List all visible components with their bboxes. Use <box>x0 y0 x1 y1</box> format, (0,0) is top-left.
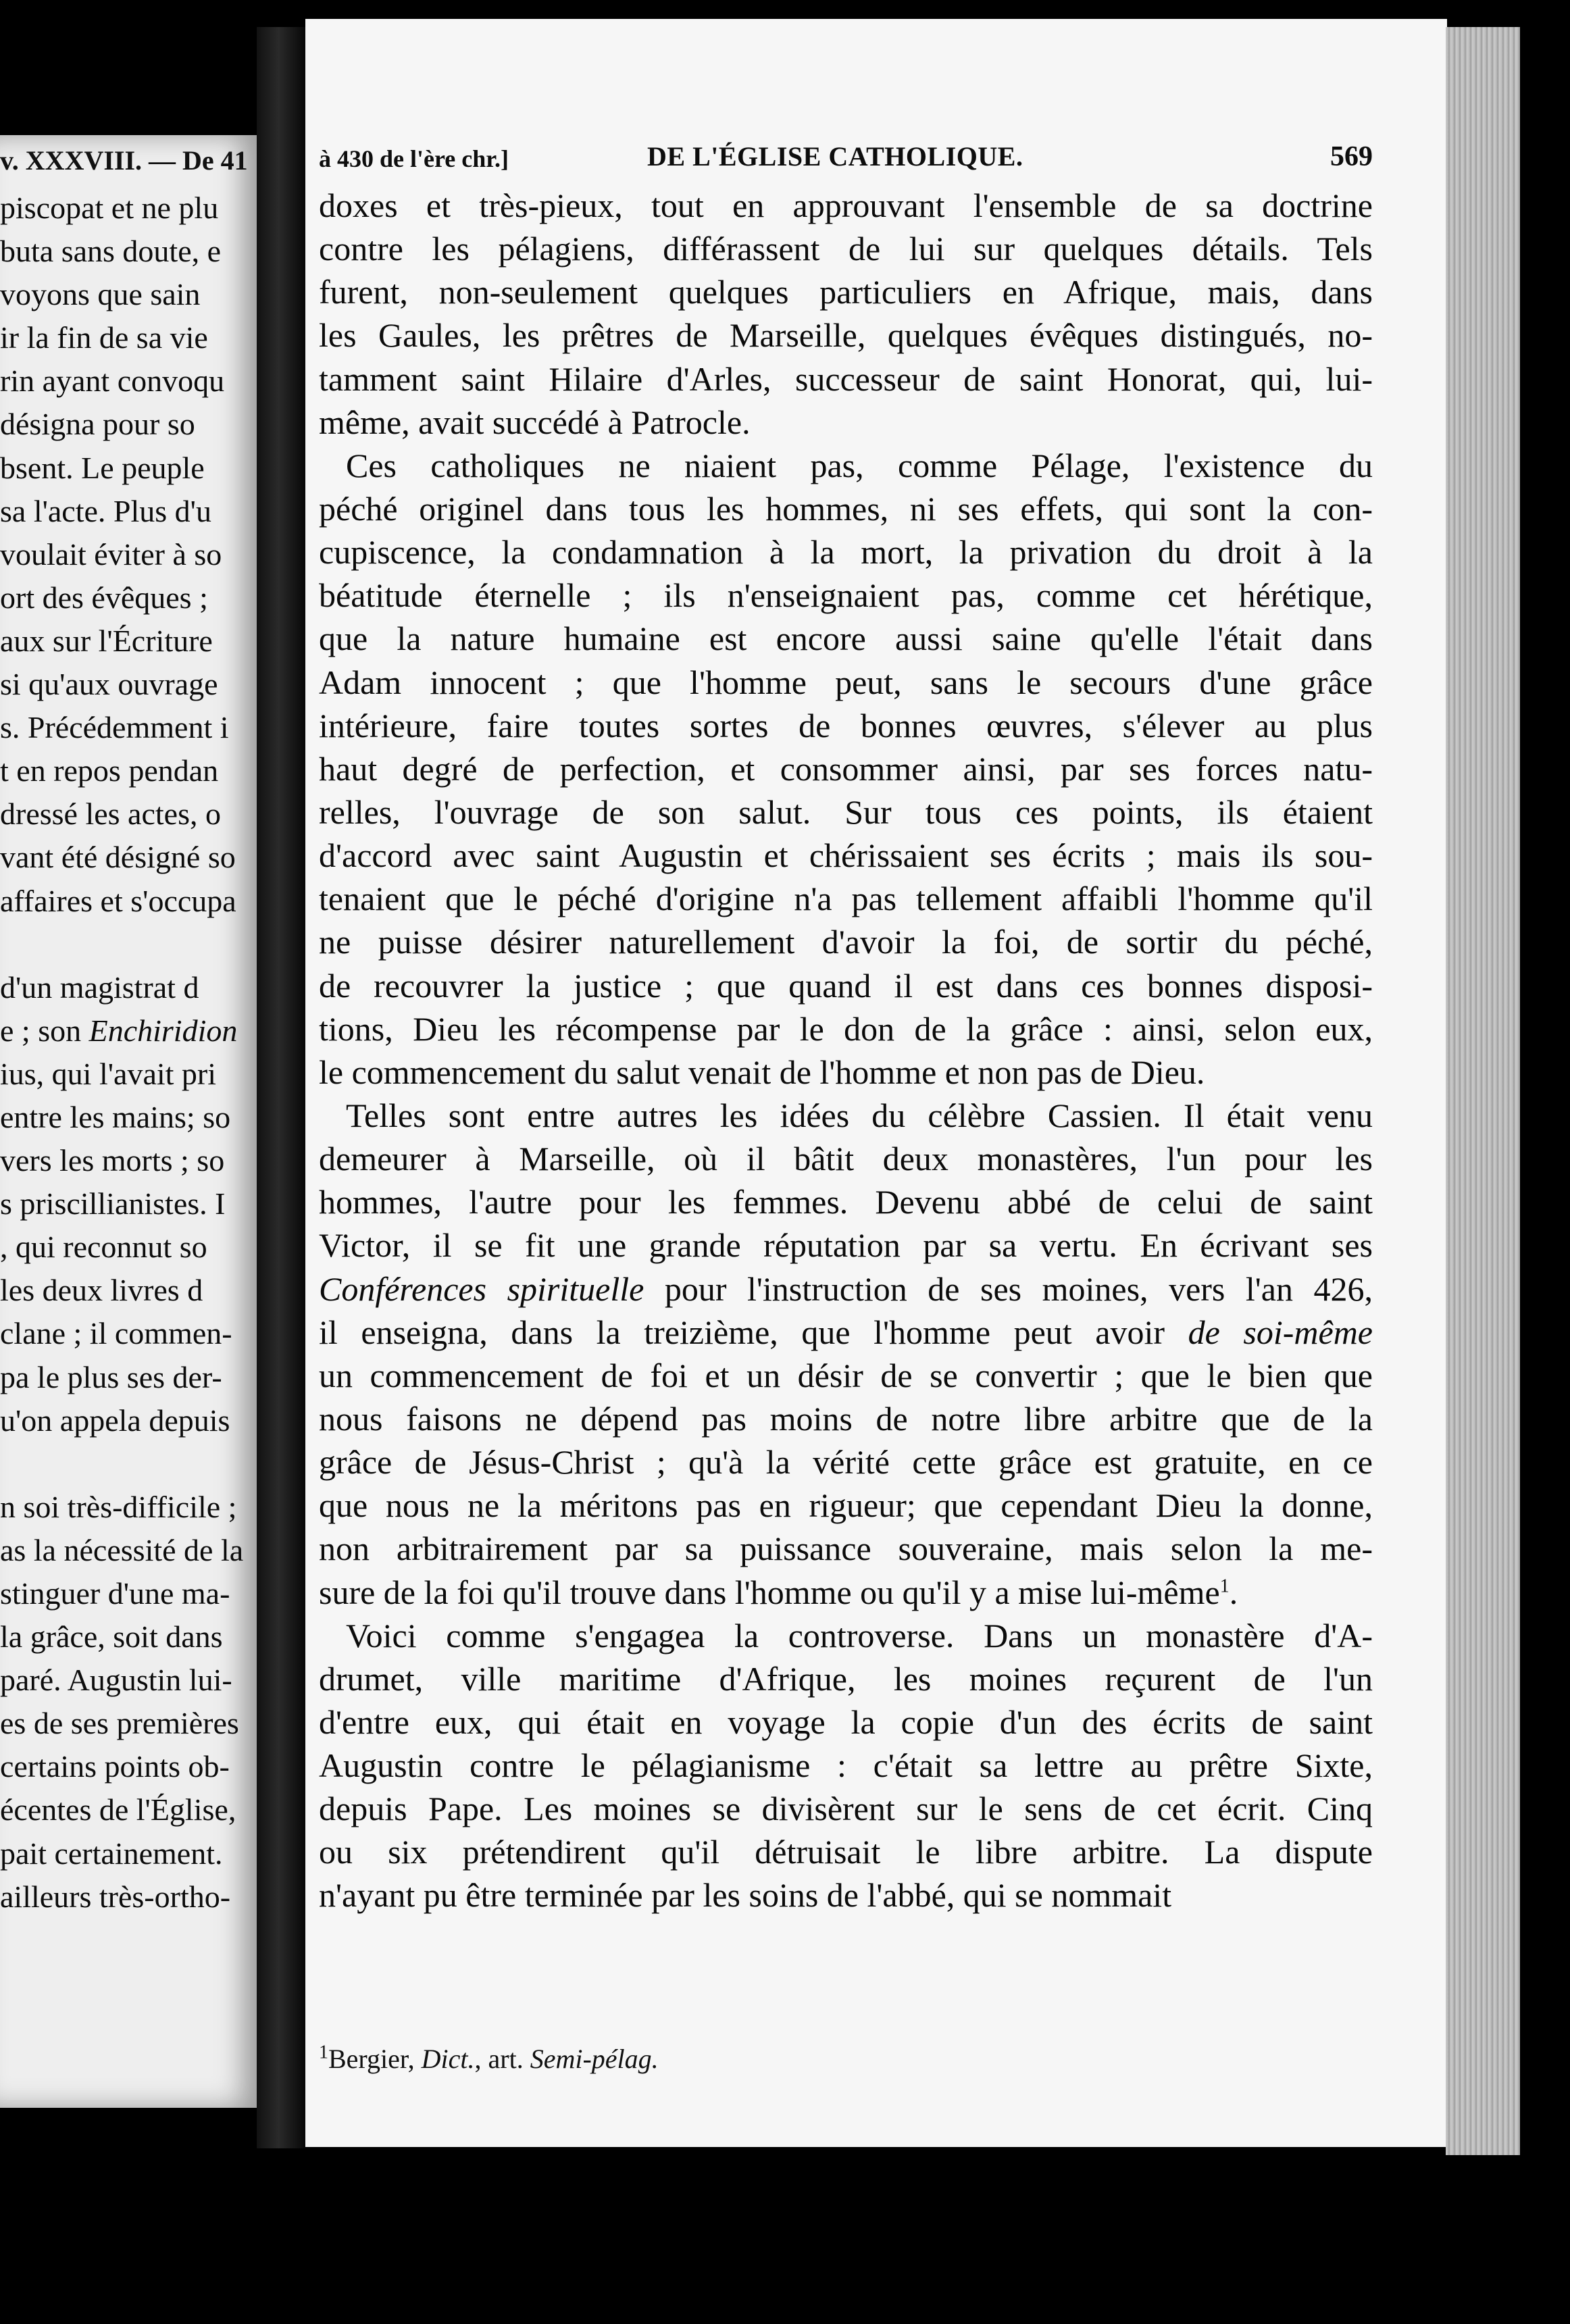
text-line: un commencement de foi et un désir de se convertir ; que le bien que <box>319 1356 1373 1394</box>
text-line: péché originel dans tous les hommes, ni ses effets, qui sont la con- <box>319 489 1373 528</box>
left-page-line: bsent. Le peuple <box>0 450 205 485</box>
text-line: il enseigna, dans la treizième, que l'homme peut avoir de soi-même <box>319 1313 1373 1351</box>
left-page-line: u'on appela depuis <box>0 1403 230 1438</box>
left-page-line: paré. Augustin lui- <box>0 1663 232 1698</box>
footnote-work: Dict. <box>421 2044 475 2074</box>
footnote-article: Semi-pélag. <box>530 2044 659 2074</box>
right-page <box>305 19 1447 2147</box>
text-line: Adam innocent ; que l'homme peut, sans le secours d'une grâce <box>319 663 1373 701</box>
text-line: que la nature humaine est encore aussi saine qu'elle l'était dans <box>319 620 1373 658</box>
left-page-line: e ; son Enchiridion <box>0 1013 238 1048</box>
left-page-line: aux sur l'Écriture <box>0 623 213 658</box>
text-line: n'ayant pu être terminée par les soins de l'abbé, qui se nommait <box>319 1876 1172 1915</box>
text-line: d'entre eux, qui était en voyage la copie d'un des écrits de saint <box>319 1702 1373 1741</box>
left-page <box>0 135 263 2108</box>
body-text <box>319 184 1373 1917</box>
left-page-line <box>0 923 263 966</box>
text-line: Telles sont entre autres les idées du célèbre Cassien. Il était venu <box>346 1096 1373 1134</box>
left-page-header <box>0 145 263 185</box>
footnote <box>319 2043 659 2075</box>
text-line: béatitude éternelle ; ils n'enseignaient pas, comme cet hérétique, <box>319 576 1373 615</box>
left-header-chapter: v. XXXVIII. — <box>0 145 176 176</box>
left-header-date: De 41 <box>182 145 248 176</box>
text-line: ou six prétendirent qu'il détruisait le libre arbitre. La dispute <box>319 1833 1373 1871</box>
left-page-line: vant été désigné so <box>0 840 236 875</box>
text-line: hommes, l'autre pour les femmes. Devenu abbé de celui de saint <box>319 1183 1373 1221</box>
text-line: intérieure, faire toutes sortes de bonnes œuvres, s'élever au plus <box>319 706 1373 744</box>
text-line: grâce de Jésus-Christ ; qu'à la vérité cette grâce est gratuite, en ce <box>319 1443 1373 1482</box>
left-page-line: es de ses premières <box>0 1706 239 1741</box>
left-page-line: n soi très-difficile ; <box>0 1489 237 1524</box>
text-line: non arbitrairement par sa puissance souveraine, mais selon la me- <box>319 1530 1373 1568</box>
left-page-line: clane ; il commen- <box>0 1316 232 1351</box>
left-page-line: stinguer d'une ma- <box>0 1576 230 1611</box>
left-page-line: piscopat et ne plu <box>0 191 219 225</box>
text-line: que nous ne la méritons pas en rigueur; que cependant Dieu la donne, <box>319 1486 1373 1525</box>
left-page-line: certains points ob- <box>0 1749 230 1784</box>
footnote-reference: 1 <box>1219 1575 1230 1596</box>
text-line: Ces catholiques ne niaient pas, comme Pélage, l'existence du <box>346 446 1373 484</box>
text-line: Voici comme s'engagea la controverse. Dans un monastère d'A- <box>346 1616 1373 1654</box>
left-page-line: si qu'aux ouvrage <box>0 667 218 702</box>
text-line: ne puisse désirer naturellement d'avoir la foi, de sortir du péché, <box>319 923 1373 961</box>
text-line: Augustin contre le pélagianisme : c'était sa lettre au prêtre Sixte, <box>319 1746 1373 1785</box>
left-page-line: ir la fin de sa vie <box>0 320 208 355</box>
left-page-line: ort des évêques ; <box>0 580 208 615</box>
left-page-line: as la nécessité de la <box>0 1532 244 1567</box>
left-page-line: les deux livres d <box>0 1273 203 1308</box>
page-number: 569 <box>1330 141 1373 172</box>
text-line: les Gaules, les prêtres de Marseille, quelques évêques distingués, no- <box>319 316 1373 355</box>
text-line: même, avait succédé à Patrocle. <box>319 403 751 441</box>
left-page-line: vers les morts ; so <box>0 1143 225 1178</box>
left-page-line: la grâce, soit dans <box>0 1619 223 1654</box>
running-header-date: à 430 de l'ère chr.] <box>319 145 509 172</box>
left-page-line: , qui reconnut so <box>0 1230 207 1265</box>
left-page-line: dressé les actes, o <box>0 797 221 832</box>
text-line: le commencement du salut venait de l'homme et non pas de Dieu. <box>319 1053 1205 1091</box>
text-line: relles, l'ouvrage de son salut. Sur tous ces points, ils étaient <box>319 792 1373 831</box>
left-page-line: d'un magistrat d <box>0 969 199 1005</box>
text-line: haut degré de perfection, et consommer ainsi, par ses forces natu- <box>319 749 1373 788</box>
footnote-marker: 1 <box>319 2042 328 2063</box>
text-line: Victor, il se fit une grande réputation par sa vertu. En écrivant ses <box>319 1226 1373 1265</box>
text-line: doxes et très-pieux, tout en approuvant l'ensemble de sa doctrine <box>319 186 1373 224</box>
text-line: nous faisons ne dépend pas moins de notre libre arbitre que de la <box>319 1399 1373 1438</box>
left-page-line: buta sans doute, e <box>0 234 222 269</box>
text-line: sure de la foi qu'il trouve dans l'homme ou qu'il y a mise lui-même$^1$. <box>319 1573 1238 1611</box>
text-line: Conférences spirituelle pour l'instruction de ses moines, vers l'an 426, <box>319 1269 1373 1308</box>
text-line: demeurer à Marseille, où il bâtit deux monastères, l'un pour les <box>319 1140 1373 1178</box>
text-line: furent, non-seulement quelques particuliers en Afrique, mais, dans <box>319 273 1373 311</box>
left-page-line: pa le plus ses der- <box>0 1359 222 1394</box>
page-edges <box>1446 27 1520 2155</box>
left-page-line: ailleurs très-ortho- <box>0 1879 231 1914</box>
footnote-author: Bergier, <box>328 2044 415 2074</box>
text-line: de recouvrer la justice ; que quand il est dans ces bonnes disposi- <box>319 966 1373 1005</box>
footnote-art-label: , art. <box>474 2044 524 2074</box>
left-page-text <box>0 186 263 1919</box>
left-page-line <box>0 1442 263 1486</box>
left-page-line: s priscillianistes. I <box>0 1186 226 1221</box>
text-line: tions, Dieu les récompense par le don de la grâce : ainsi, selon eux, <box>319 1009 1373 1048</box>
text-line: d'accord avec saint Augustin et chérissaient ses écrits ; mais ils sou- <box>319 836 1373 875</box>
left-page-line: s. Précédemment i <box>0 710 229 745</box>
italic-title: de soi-même <box>1188 1313 1373 1351</box>
left-page-line: entre les mains; so <box>0 1099 231 1134</box>
text-line: tenaient que le péché d'origine n'a pas tellement affaibli l'homme qu'il <box>319 880 1373 918</box>
left-page-line: affaires et s'occupa <box>0 883 236 918</box>
left-page-line: pait certainement. <box>0 1836 223 1871</box>
left-page-line: ius, qui l'avait pri <box>0 1056 217 1091</box>
left-page-line: t en repos pendan <box>0 753 219 788</box>
running-header-title: DE L'ÉGLISE CATHOLIQUE. <box>647 141 1023 172</box>
text-line: cupiscence, la condamnation à la mort, la privation du droit à la <box>319 533 1373 572</box>
left-page-line: sa l'acte. Plus d'u <box>0 493 211 528</box>
left-page-line: écentes de l'Église, <box>0 1792 236 1827</box>
text-line: drumet, ville maritime d'Afrique, les moines reçurent de l'un <box>319 1659 1373 1698</box>
running-header <box>319 139 1373 186</box>
book-gutter <box>257 27 305 2148</box>
left-page-line: voulait éviter à so <box>0 536 222 572</box>
left-page-line: rin ayant convoqu <box>0 363 225 399</box>
text-line: tamment saint Hilaire d'Arles, successeur de saint Honorat, qui, lui- <box>319 359 1373 398</box>
left-page-line: voyons que sain <box>0 277 201 312</box>
left-page-line: désigna pour so <box>0 407 195 442</box>
italic-title: Conférences spirituelle <box>319 1269 644 1308</box>
text-line: contre les pélagiens, différassent de lui sur quelques détails. Tels <box>319 230 1373 268</box>
text-line: depuis Pape. Les moines se divisèrent sur le sens de cet écrit. Cinq <box>319 1790 1373 1828</box>
